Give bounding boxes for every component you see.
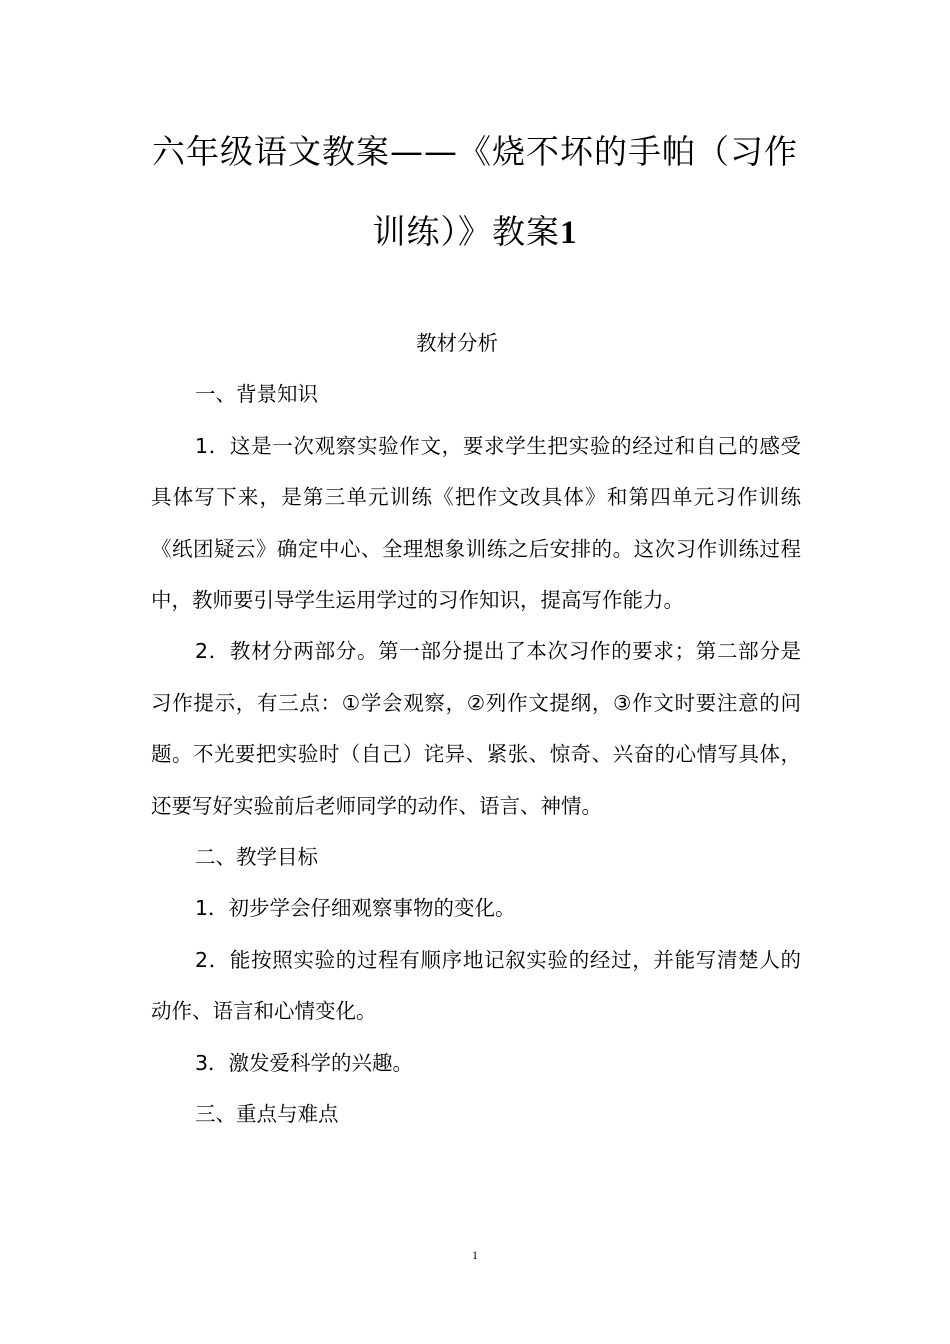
- document-title: [140, 112, 810, 273]
- heading-key-points: 三、重点与难点: [195, 1102, 339, 1127]
- title-line-2: 训练）》教案: [372, 212, 560, 251]
- goal-3: 3．激发爱科学的兴趣。: [195, 1050, 414, 1075]
- title-line-1: 六年级语文教案——《烧不坏的手帕（习作: [152, 132, 798, 171]
- heading-background: 一、背景知识: [195, 382, 318, 407]
- section-heading: 教材分析: [416, 331, 498, 355]
- page-number: 1: [472, 1248, 478, 1262]
- paragraph-2: 2．教材分两部分。第一部分提出了本次习作的要求；第二部分是习作提示，有三点：①学会观察，②列作文提纲，③作文时要注意的问题。不光要把实验时（自己）诧异、紧张、惊奇、兴奋的心情写具体，还要写好实验前后老师同学的动作、语言、神情。: [151, 639, 801, 818]
- goal-1: 1．初步学会仔细观察事物的变化。: [195, 896, 516, 921]
- goal-2: 2．能按照实验的过程有顺序地记叙实验的经过，并能写清楚人的动作、语言和心情变化。: [151, 947, 801, 1024]
- paragraph-1: 1．这是一次观察实验作文，要求学生把实验的经过和自己的感受具体写下来，是第三单元训练《把作文改具体》和第四单元习作训练《纸团疑云》确定中心、全理想象训练之后安排的。这次习作训练过程中，教师要引导学生运用学过的习作知识，提高写作能力。: [151, 433, 801, 613]
- document-body: [151, 318, 801, 1141]
- title-number: 1: [560, 215, 578, 251]
- heading-goals: 二、教学目标: [195, 845, 318, 870]
